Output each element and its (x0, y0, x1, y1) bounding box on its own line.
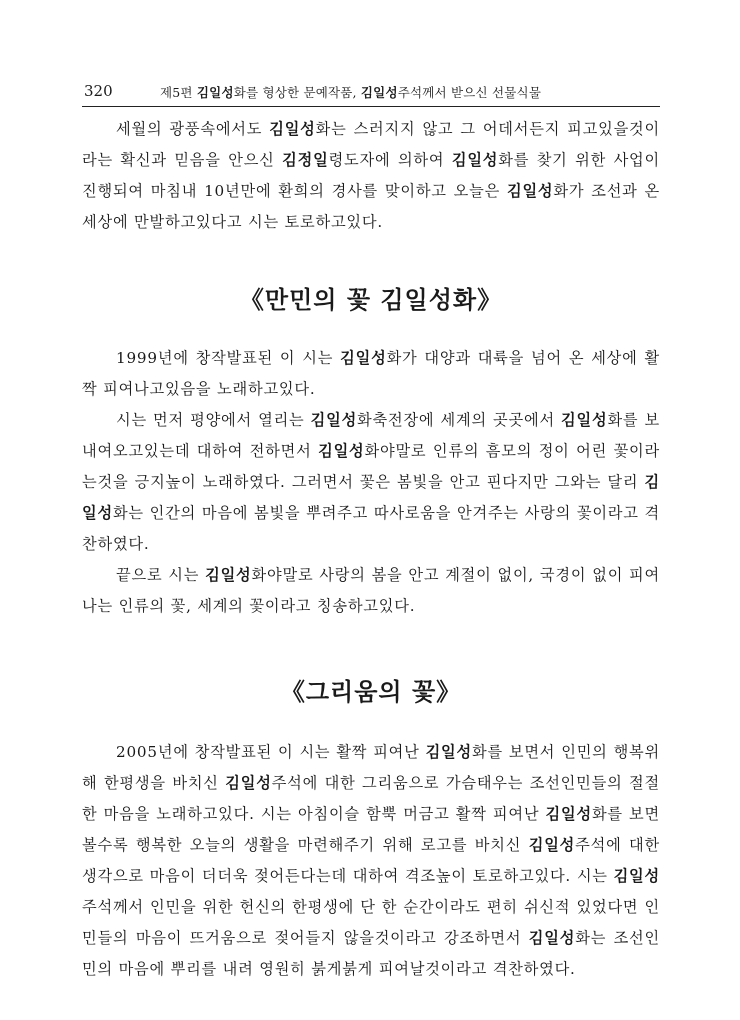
text-run: 화를 보면서 인민의 행복위해 한평생을 바치신 (82, 743, 660, 792)
text-run: 화야말로 사랑의 봄을 안고 계절이 없이, 국경이 없이 피여나는 인류의 꽃, 세계의 꽃이라고 칭송하고있다. (82, 566, 660, 615)
text-run: 화를 보면 볼수록 행복한 오늘의 생활을 마련해주기 위해 로고를 바치신 (82, 805, 661, 854)
text-run: 화를 보내여오고있는데 대하여 전하면서 (82, 411, 660, 460)
paragraph-1 (82, 114, 660, 238)
page-number: 320 (84, 82, 113, 100)
page-body (82, 114, 660, 985)
bold-name: 김일성 (340, 349, 387, 367)
part-label: 제5편 (160, 85, 193, 100)
bold-name: 김일성 (318, 442, 365, 460)
bold-name: 김일성 (82, 473, 660, 522)
paragraph-4 (82, 560, 660, 622)
text-run: 1999년에 창작발표된 이 시는 (116, 349, 341, 367)
text-run: 화는 인간의 마음에 봄빛을 뿌려주고 따사로움을 안겨주는 사랑의 꽃이라고 격찬하였다. (82, 504, 660, 553)
bold-name: 김일성 (205, 566, 252, 584)
text-run: 주석께서 인민을 위한 헌신의 한평생에 단 한 순간이라도 편히 쉬신적 있었다면 인민들의 마음이 뜨거움으로 젖어들지 않을것이라고 강조하면서 (82, 898, 660, 947)
running-header (82, 80, 660, 107)
paragraph-3 (82, 405, 660, 560)
bold-name: 김일성 (360, 85, 398, 100)
text-run: 끝으로 시는 (116, 566, 206, 584)
text-run: 화가 대양과 대륙을 넘어 온 세상에 활짝 피여나고있음을 노래하고있다. (82, 349, 660, 398)
text-run: 화가 조선과 온 세상에 만발하고있다고 시는 토로하고있다. (82, 182, 660, 231)
bold-name: 김정일 (282, 151, 329, 169)
bold-name: 김일성 (269, 120, 316, 138)
bold-name: 김일성 (225, 774, 272, 792)
text-run: 령도자에 의하여 (328, 151, 452, 169)
bold-name: 김일성 (506, 182, 554, 200)
text-run: 시는 먼저 평양에서 열리는 (116, 411, 311, 429)
bold-name: 김일성 (310, 411, 358, 429)
title-text: 화를 형상한 문예작품, (233, 85, 357, 100)
bold-name: 김일성 (613, 867, 660, 885)
text-run: 주석에 대한 생각으로 마음이 더더욱 젖어든다는데 대하여 격조높이 토로하고있다. 시는 (82, 836, 660, 885)
bold-name: 김일성 (528, 929, 576, 947)
paragraph-5 (82, 737, 660, 985)
text-run: 화는 조선인민의 마음에 뿌리를 내려 영원히 붉게붉게 피여날것이라고 격찬하였다. (82, 929, 660, 978)
bold-name: 김일성 (451, 151, 499, 169)
bold-name: 김일성 (545, 805, 592, 823)
section-title-1: 《만민의 꽃 김일성화》 (239, 285, 503, 314)
text-run: 화축전장에 세계의 곳곳에서 (357, 411, 562, 429)
bold-name: 김일성 (561, 411, 608, 429)
section-title-2: 《그리움의 꽃》 (280, 677, 462, 706)
bold-name: 김일성 (196, 85, 234, 100)
text-run: 주석에 대한 그리움으로 가슴태우는 조선인민들의 절절한 마음을 노래하고있다. 시는 아침이슬 함뿍 머금고 활짝 피여난 (82, 774, 660, 823)
text-run: 2005년에 창작발표된 이 시는 활짝 피여난 (116, 743, 426, 761)
bold-name: 김일성 (425, 743, 472, 761)
text-run: 화야말로 인류의 흠모의 정이 어린 꽃이라는것을 긍지높이 노래하였다. 그러면서 꽃은 봄빛을 안고 핀다지만 그와는 달리 (82, 442, 660, 491)
text-run: 세월의 광풍속에서도 (116, 120, 270, 138)
text-run: 화를 찾기 위한 사업이 진행되여 마침내 10년만에 환희의 경사를 맞이하고 오늘은 (82, 151, 660, 200)
paragraph-2 (82, 343, 660, 405)
text-run: 화는 스러지지 않고 그 어데서든지 피고있을것이라는 확신과 믿음을 안으신 (82, 120, 660, 169)
bold-name: 김일성 (528, 836, 576, 854)
title-text: 주석께서 받으신 선물식물 (397, 85, 542, 100)
running-title (160, 83, 541, 101)
